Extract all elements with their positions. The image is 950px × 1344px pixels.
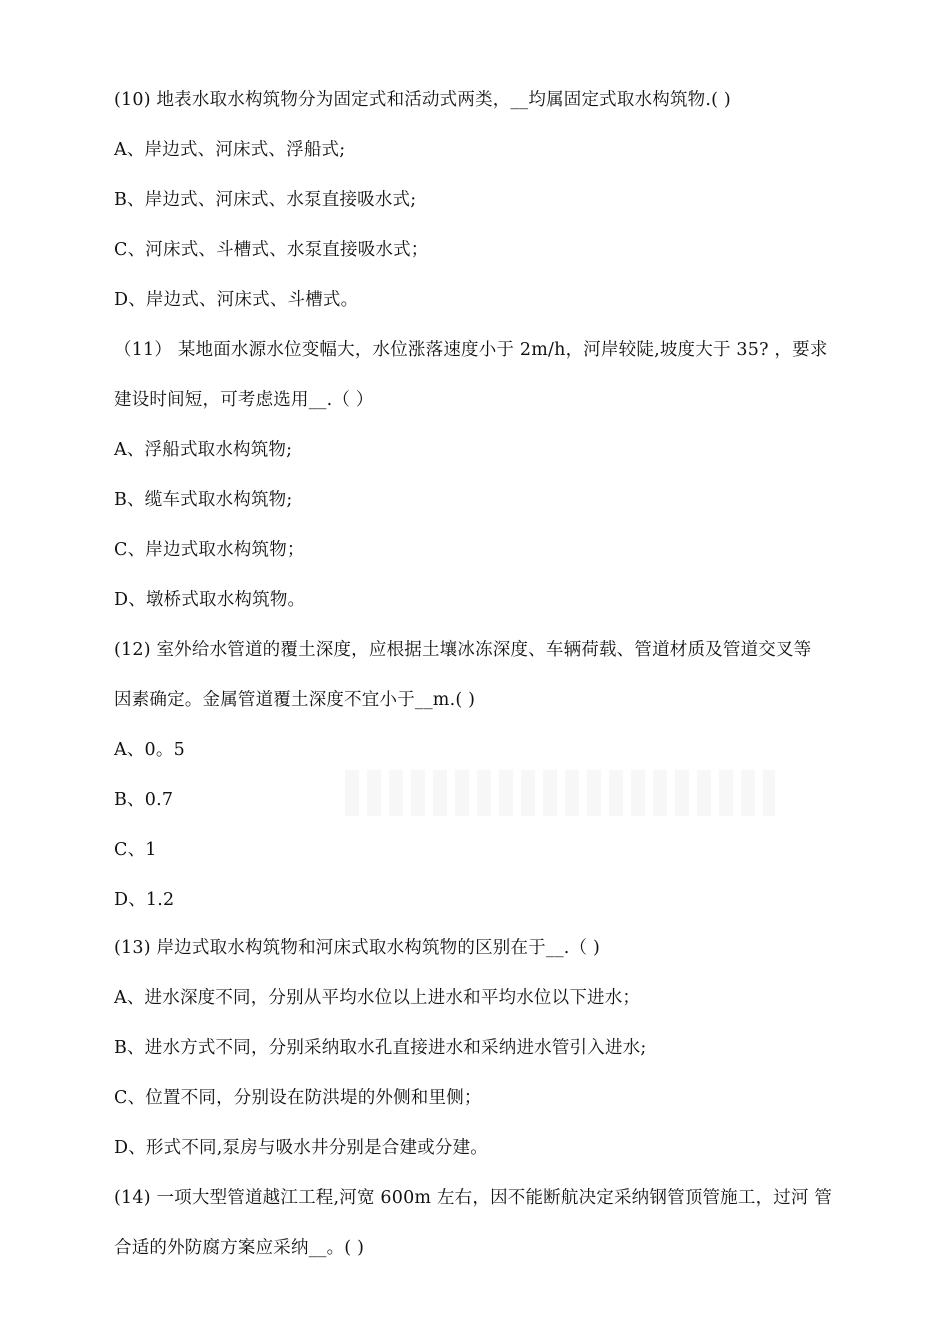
question-10-option-a: A、岸边式、河床式、浮船式; [114, 140, 346, 160]
question-12-option-b: B、0.7 [114, 790, 174, 810]
question-12-option-d: D、1.2 [114, 890, 175, 910]
question-11-stem-line-1: （11） 某地面水源水位变幅大，水位涨落速度小于 2m/h，河岸较陡,坡度大于 35? ，要求 [114, 340, 828, 360]
question-12-option-c: C、1 [114, 840, 157, 860]
question-11-option-c: C、岸边式取水构筑物； [114, 540, 305, 560]
question-12-stem-line-1: (12) 室外给水管道的覆土深度，应根据土壤冰冻深度、车辆荷载、管道材质及管道交叉等 [114, 640, 812, 660]
question-10-option-d: D、岸边式、河床式、斗槽式。 [114, 290, 359, 310]
question-12-stem-line-2: 因素确定。金属管道覆土深度不宜小于__m.( ) [114, 690, 476, 710]
question-11-option-a: A、浮船式取水构筑物; [114, 440, 293, 460]
question-13-stem: (13) 岸边式取水构筑物和河床式取水构筑物的区别在于__.（ ) [114, 938, 601, 958]
question-11-stem-line-2: 建设时间短，可考虑选用__.（ ） [114, 390, 374, 410]
question-10-stem: (10) 地表水取水构筑物分为固定式和活动式两类，__均属固定式取水构筑物.( ) [114, 90, 731, 110]
question-11-option-b: B、缆车式取水构筑物; [114, 490, 293, 510]
question-10-option-c: C、河床式、斗槽式、水泵直接吸水式； [114, 240, 429, 260]
question-14-stem-line-1: (14) 一项大型管道越江工程,河宽 600m 左右，因不能断航决定采纳钢管顶管施工，过河 管 [114, 1188, 833, 1208]
question-13-option-a: A、进水深度不同，分别从平均水位以上进水和平均水位以下进水； [114, 988, 641, 1008]
question-10-option-b: B、岸边式、河床式、水泵直接吸水式; [114, 190, 417, 210]
question-12-option-a: A、0。5 [114, 740, 185, 760]
question-13-option-c: C、位置不同，分别设在防洪堤的外侧和里侧； [114, 1088, 482, 1108]
question-14-stem-line-2: 合适的外防腐方案应采纳__。( ) [114, 1238, 365, 1258]
question-11-option-d: D、墩桥式取水构筑物。 [114, 590, 306, 610]
question-13-option-b: B、进水方式不同，分别采纳取水孔直接进水和采纳进水管引入进水; [114, 1038, 647, 1058]
question-13-option-d: D、形式不同,泵房与吸水井分别是合建或分建。 [114, 1138, 488, 1158]
